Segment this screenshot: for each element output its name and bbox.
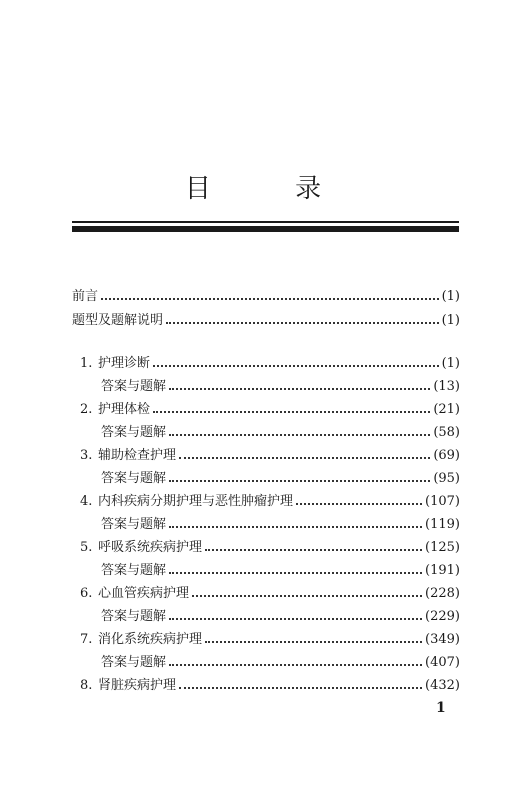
leader-dots xyxy=(179,687,422,689)
toc-entry-7-answers[interactable]: 答案与题解 (407) xyxy=(101,655,460,670)
leader-dots xyxy=(205,549,422,551)
toc-entry-3[interactable]: 3. 辅助检查护理 (69) xyxy=(80,448,460,463)
leader-dots xyxy=(192,595,422,597)
toc-entry-explain[interactable]: 题型及题解说明 (1) xyxy=(72,313,460,328)
toc-entry-3-answers[interactable]: 答案与题解 (95) xyxy=(101,471,460,486)
leader-dots xyxy=(169,434,430,436)
leader-dots xyxy=(296,503,422,505)
leader-dots xyxy=(169,388,430,390)
toc-entry-6-answers[interactable]: 答案与题解 (229) xyxy=(101,609,460,624)
leader-dots xyxy=(179,457,430,459)
toc-entry-8[interactable]: 8. 肾脏疾病护理 (432) xyxy=(80,678,460,693)
page-title: 目 录 xyxy=(184,174,360,204)
toc-entry-1[interactable]: 1. 护理诊断 (1) xyxy=(80,356,460,371)
leader-dots xyxy=(153,411,430,413)
toc-entry-5[interactable]: 5. 呼吸系统疾病护理 (125) xyxy=(80,540,460,555)
toc-entry-7[interactable]: 7. 消化系统疾病护理 (349) xyxy=(80,632,460,647)
leader-dots xyxy=(205,641,422,643)
toc-entry-4[interactable]: 4. 内科疾病分期护理与恶性肿瘤护理 (107) xyxy=(80,494,460,509)
leader-dots xyxy=(169,664,422,666)
leader-dots xyxy=(169,526,422,528)
leader-dots xyxy=(169,480,430,482)
leader-dots xyxy=(153,365,439,367)
leader-dots xyxy=(101,298,439,300)
toc-entry-6[interactable]: 6. 心血管疾病护理 (228) xyxy=(80,586,460,601)
toc-entry-2[interactable]: 2. 护理体检 (21) xyxy=(80,402,460,417)
toc-entry-5-answers[interactable]: 答案与题解 (191) xyxy=(101,563,460,578)
toc-entry-1-answers[interactable]: 答案与题解 (13) xyxy=(101,379,460,394)
leader-dots xyxy=(169,572,422,574)
toc-entry-2-answers[interactable]: 答案与题解 (58) xyxy=(101,425,460,440)
leader-dots xyxy=(166,322,439,324)
leader-dots xyxy=(169,618,422,620)
toc-entry-4-answers[interactable]: 答案与题解 (119) xyxy=(101,517,460,532)
toc-entry-preface[interactable]: 前言 (1) xyxy=(72,289,460,304)
page-number: 1 xyxy=(436,700,446,716)
